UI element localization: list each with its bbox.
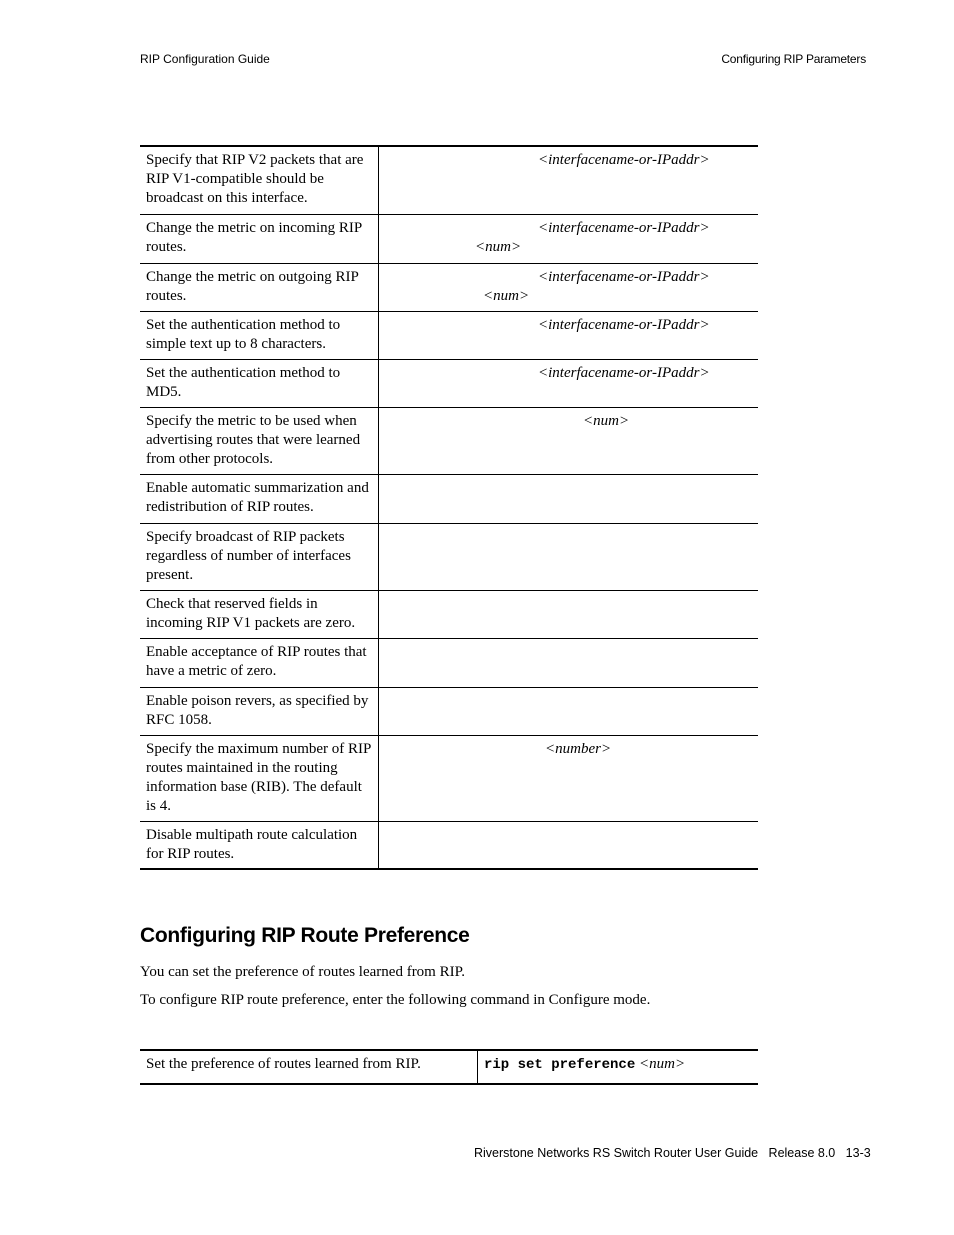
table-row — [140, 474, 758, 523]
row-description: Set the authentication method to simple text up to 8 characters. — [140, 311, 379, 359]
command-argument: <interfacename-or-IPaddr> — [538, 152, 710, 168]
command-argument: <interfacename-or-IPaddr> — [538, 364, 710, 381]
table-row — [140, 359, 758, 407]
row-description: Specify the metric to be used when advertising routes that were learned from other protocols. — [140, 407, 379, 474]
command-argument: <interfacename-or-IPaddr> — [538, 316, 710, 333]
row-description: Disable multipath route calculation for RIP routes. — [140, 821, 379, 869]
row-command — [379, 821, 759, 869]
row-command — [379, 590, 759, 638]
table-row — [140, 1050, 758, 1084]
route-preference-table — [140, 1049, 758, 1085]
row-description: Change the metric on outgoing RIP routes. — [140, 263, 379, 311]
running-header-left: RIP Configuration Guide — [140, 52, 270, 66]
row-description: Specify broadcast of RIP packets regardless of number of interfaces present. — [140, 523, 379, 590]
row-description: Change the metric on incoming RIP routes. — [140, 214, 379, 263]
preference-description: Set the preference of routes learned from RIP. — [140, 1050, 478, 1084]
table-row — [140, 687, 758, 735]
row-description: Specify the maximum number of RIP routes maintained in the routing information base (RIB). The default is 4. — [140, 735, 379, 821]
rip-parameter-table — [140, 145, 758, 870]
table-row — [140, 146, 758, 214]
row-command — [379, 523, 759, 590]
row-command — [379, 735, 759, 821]
row-description: Enable acceptance of RIP routes that have a metric of zero. — [140, 638, 379, 687]
table-row — [140, 590, 758, 638]
row-command — [379, 687, 759, 735]
command-argument: <num> — [483, 287, 530, 304]
section-paragraph-1: You can set the preference of routes learned from RIP. — [140, 964, 466, 980]
table-row — [140, 638, 758, 687]
command-argument: <interfacename-or-IPaddr> — [538, 268, 710, 285]
section-paragraph-2: To configure RIP route preference, enter the following command in Configure mode. — [140, 992, 651, 1008]
row-command — [379, 146, 759, 214]
row-description: Enable automatic summarization and redistribution of RIP routes. — [140, 474, 379, 523]
row-description: Set the authentication method to MD5. — [140, 359, 379, 407]
row-command — [379, 407, 759, 474]
table-row — [140, 735, 758, 821]
command-argument: <num> — [583, 412, 630, 429]
preference-command: rip set preference — [484, 1057, 636, 1073]
preference-argument: <num> — [638, 1056, 686, 1072]
preference-command-cell — [478, 1050, 759, 1084]
command-argument: <number> — [545, 740, 612, 757]
running-footer: Riverstone Networks RS Switch Router User Guide Release 8.0 13-3 — [474, 1146, 871, 1160]
row-command — [379, 638, 759, 687]
row-command — [379, 263, 759, 311]
table-row — [140, 214, 758, 263]
row-command — [379, 214, 759, 263]
command-argument: <num> — [475, 238, 522, 255]
row-command — [379, 359, 759, 407]
table-row — [140, 821, 758, 869]
row-description: Specify that RIP V2 packets that are RIP V1-compatible should be broadcast on this interface. — [140, 146, 379, 214]
row-description: Check that reserved fields in incoming RIP V1 packets are zero. — [140, 590, 379, 638]
table-row — [140, 407, 758, 474]
running-header-right: Configuring RIP Parameters — [721, 52, 866, 66]
table-row — [140, 263, 758, 311]
table-row — [140, 311, 758, 359]
row-command — [379, 474, 759, 523]
row-description: Enable poison revers, as specified by RFC 1058. — [140, 687, 379, 735]
command-argument: <interfacename-or-IPaddr> — [538, 219, 710, 236]
row-command — [379, 311, 759, 359]
section-title: Configuring RIP Route Preference — [140, 924, 470, 947]
table-row — [140, 523, 758, 590]
